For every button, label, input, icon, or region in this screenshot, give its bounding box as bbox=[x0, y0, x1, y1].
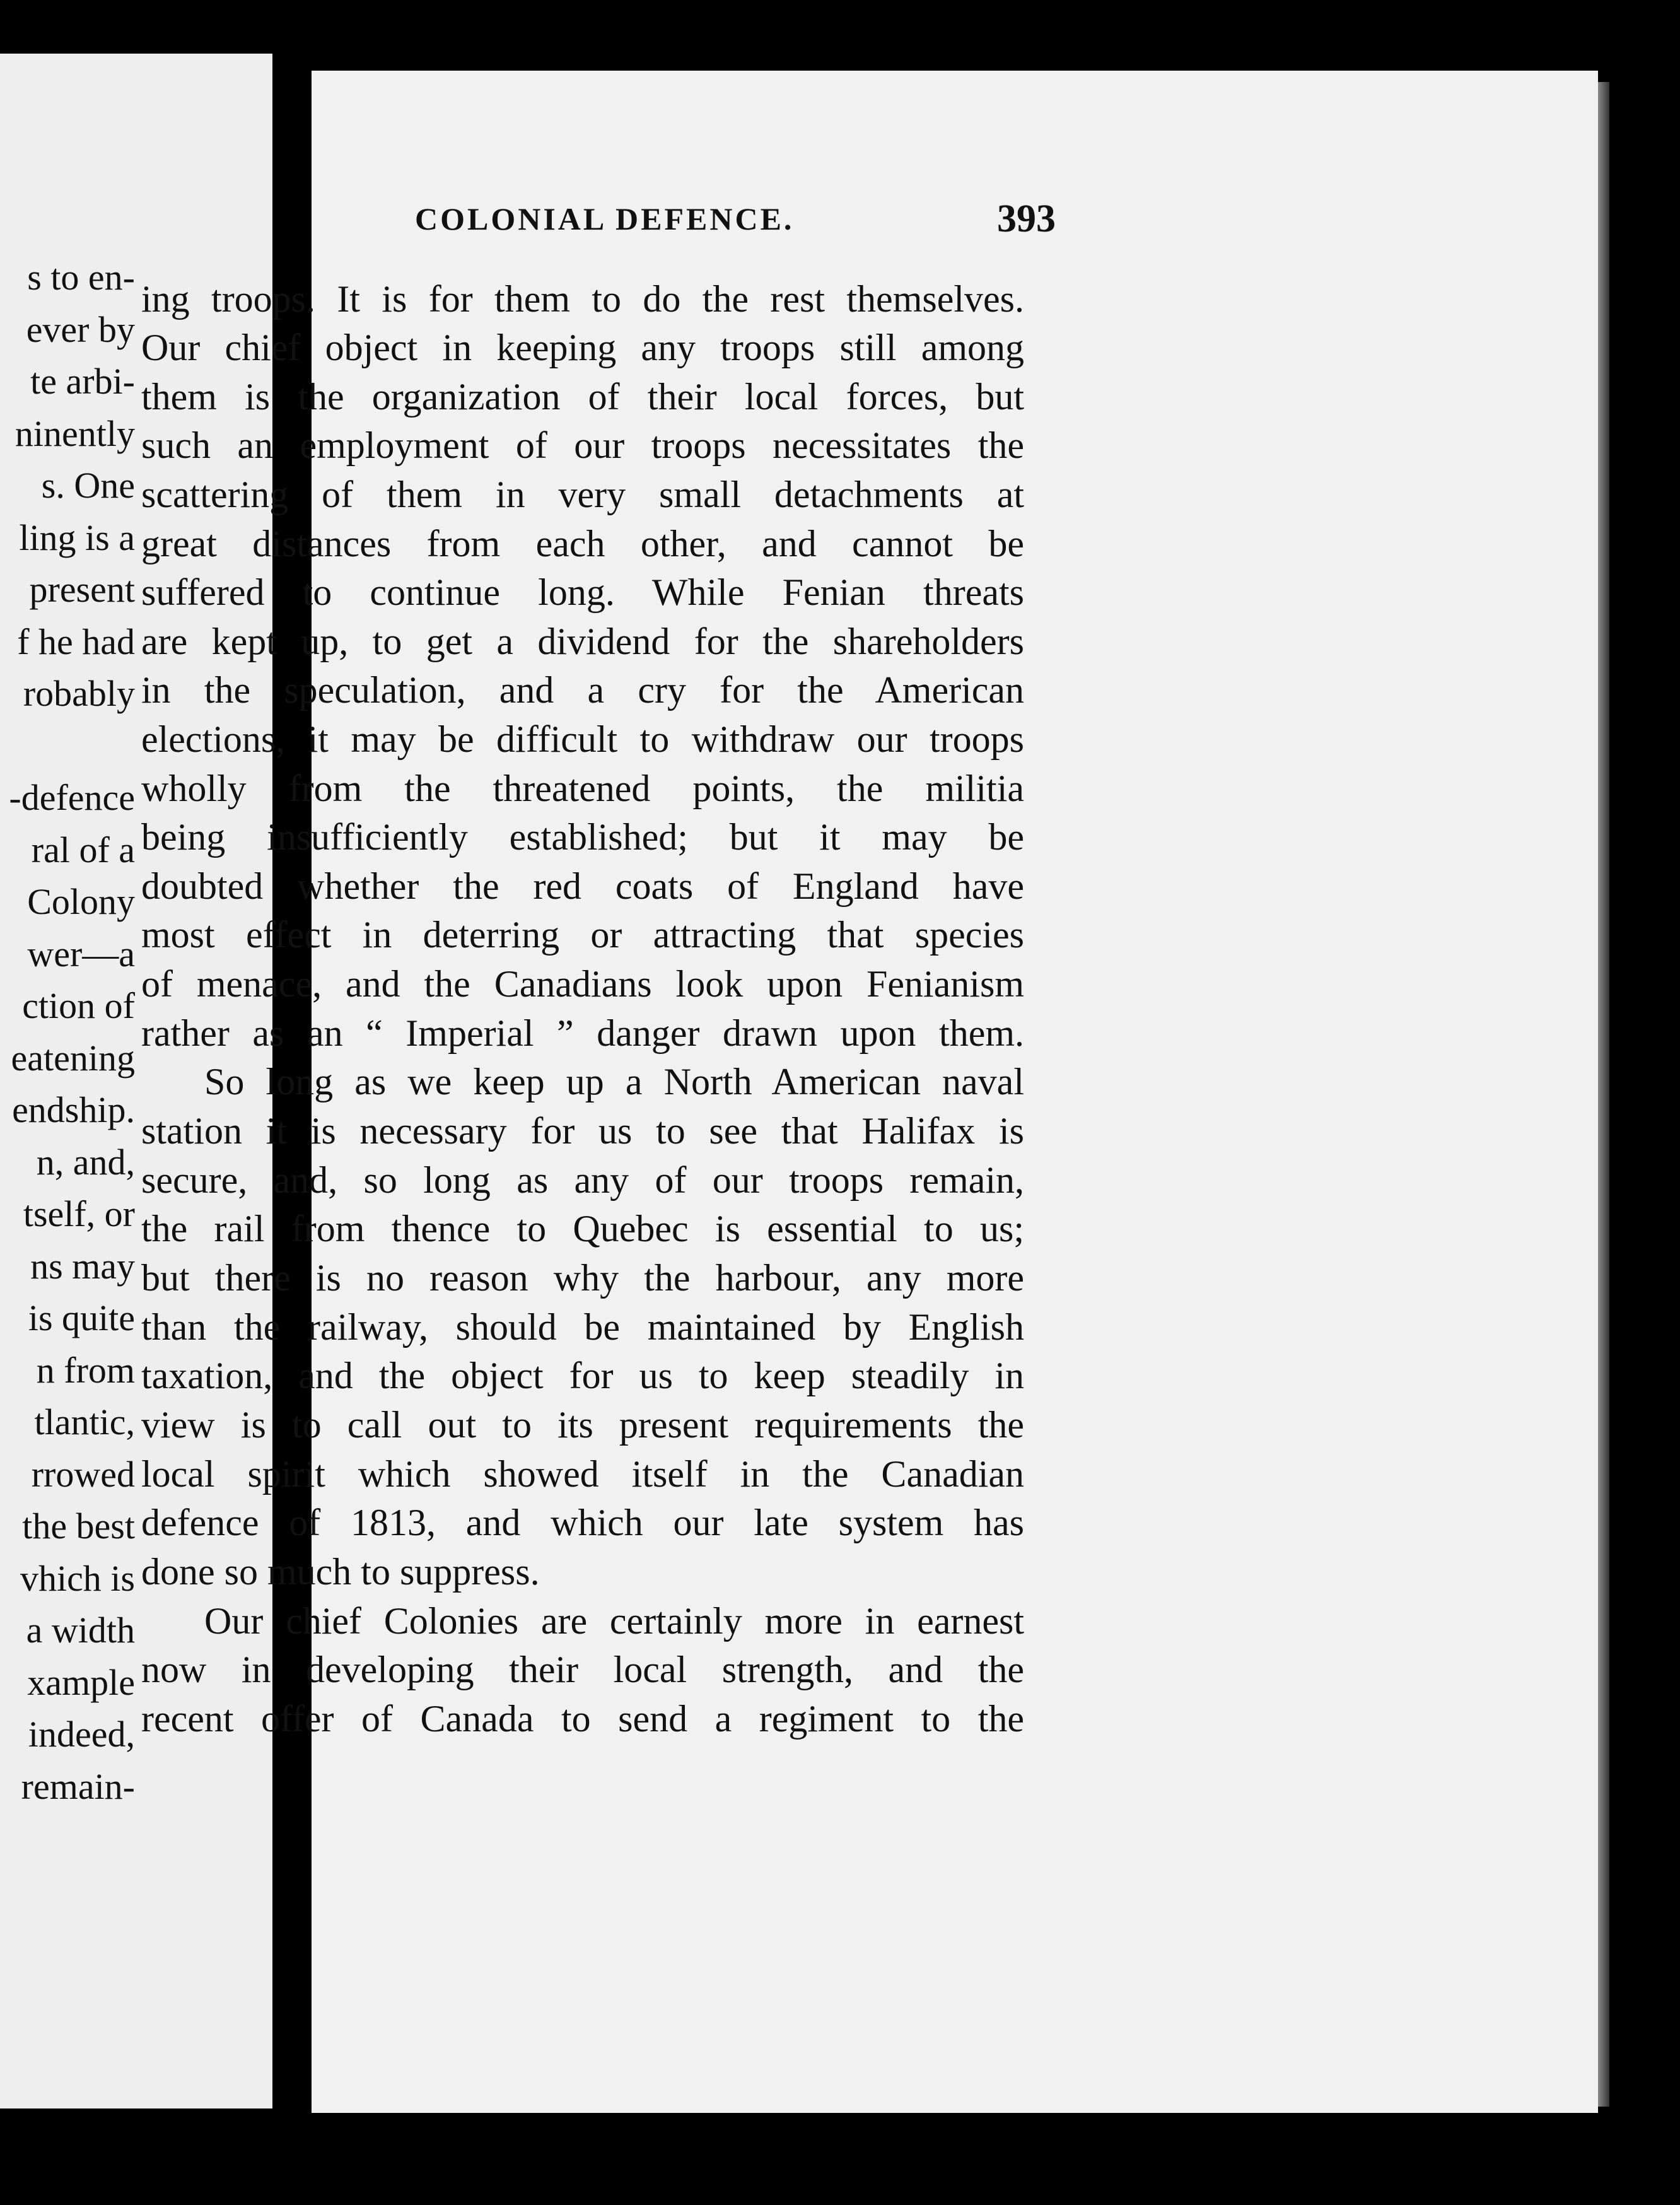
left-page-line: s to en- bbox=[27, 257, 135, 298]
left-page-line: rrowed bbox=[31, 1453, 135, 1495]
left-page-line: tself, or bbox=[23, 1193, 135, 1234]
left-page-line: s. One bbox=[41, 465, 135, 506]
body-line: scattering of them in very small detachments at bbox=[141, 474, 1024, 515]
left-page-line: n from bbox=[36, 1349, 135, 1391]
body-line: of menace, and the Canadians look upon Fenianism bbox=[141, 963, 1024, 1005]
body-line: than the railway, should be maintained by English bbox=[141, 1306, 1024, 1348]
left-page-line: tlantic, bbox=[34, 1401, 135, 1442]
left-page-line: vhich is bbox=[20, 1557, 135, 1599]
body-line: the rail from thence to Quebec is essential to us; bbox=[141, 1208, 1024, 1249]
left-page-line: xample bbox=[27, 1661, 135, 1703]
body-line: most effect in deterring or attracting that species bbox=[141, 914, 1024, 956]
body-line: but there is no reason why the harbour, any more bbox=[141, 1257, 1024, 1299]
running-head-title: COLONIAL DEFENCE. bbox=[415, 201, 795, 237]
body-line: suffered to continue long. While Fenian threats bbox=[141, 571, 1024, 613]
left-page-line: ninently bbox=[15, 412, 135, 454]
left-page-line: n, and, bbox=[36, 1141, 135, 1183]
body-line: wholly from the threatened points, the militia bbox=[141, 768, 1024, 809]
running-head bbox=[415, 197, 1056, 245]
body-line: secure, and, so long as any of our troops remain, bbox=[141, 1159, 1024, 1201]
left-page-line: te arbi- bbox=[30, 361, 135, 402]
body-line: recent offer of Canada to send a regiment to the bbox=[141, 1698, 1024, 1740]
body-line: elections, it may be difficult to withdraw our troops bbox=[141, 718, 1024, 760]
left-page-line: eatening bbox=[11, 1037, 135, 1079]
left-page-line: indeed, bbox=[28, 1714, 135, 1755]
left-page-line: -defence bbox=[9, 777, 135, 818]
left-page-line: a width bbox=[26, 1610, 135, 1651]
body-line: taxation, and the object for us to keep steadily in bbox=[141, 1355, 1024, 1396]
body-line: are kept up, to get a dividend for the shareholders bbox=[141, 621, 1024, 662]
body-line: Our chief Colonies are certainly more in earnest bbox=[204, 1600, 1024, 1642]
left-page-line: f he had bbox=[17, 621, 135, 662]
left-page-line: robably bbox=[23, 673, 135, 714]
left-page-line: endship. bbox=[12, 1089, 135, 1130]
body-line: rather as an “ Imperial ” danger drawn upon them. bbox=[141, 1012, 1024, 1054]
left-page-line: ral of a bbox=[31, 829, 135, 870]
left-page-line: ever by bbox=[26, 308, 135, 350]
body-line: defence of 1813, and which our late system has bbox=[141, 1502, 1024, 1543]
left-page-line: is quite bbox=[28, 1297, 135, 1338]
body-line: now in developing their local strength, and the bbox=[141, 1649, 1024, 1690]
body-line: view is to call out to its present requirements the bbox=[141, 1404, 1024, 1446]
page-number: 393 bbox=[997, 197, 1056, 240]
left-page-line: present bbox=[29, 569, 135, 610]
left-page-line: the best bbox=[22, 1506, 135, 1547]
left-page-line: ling is a bbox=[19, 517, 135, 558]
body-line: such an employment of our troops necessitates the bbox=[141, 424, 1024, 466]
left-page-line: Colony bbox=[27, 881, 135, 922]
body-line: great distances from each other, and cannot be bbox=[141, 523, 1024, 564]
left-page-line: ction of bbox=[22, 985, 135, 1026]
body-line: local spirit which showed itself in the Canadian bbox=[141, 1453, 1024, 1495]
body-line: being insufficiently established; but it may be bbox=[141, 816, 1024, 858]
body-line: in the speculation, and a cry for the American bbox=[141, 669, 1024, 711]
left-page-line: remain- bbox=[21, 1765, 135, 1807]
body-line: doubted whether the red coats of England have bbox=[141, 865, 1024, 907]
body-line: Our chief object in keeping any troops still among bbox=[141, 327, 1024, 368]
body-line: done so much to suppress. bbox=[141, 1551, 540, 1593]
body-line: ing troops. It is for them to do the rest themselves. bbox=[141, 278, 1024, 320]
body-line: them is the organization of their local forces, but bbox=[141, 376, 1024, 418]
left-page-line: ns may bbox=[30, 1245, 135, 1287]
page-edge bbox=[1598, 82, 1609, 2107]
body-line: station it is necessary for us to see that Halifax is bbox=[141, 1110, 1024, 1152]
body-line: So long as we keep up a North American naval bbox=[204, 1061, 1024, 1102]
left-page-line: wer—a bbox=[27, 933, 135, 974]
